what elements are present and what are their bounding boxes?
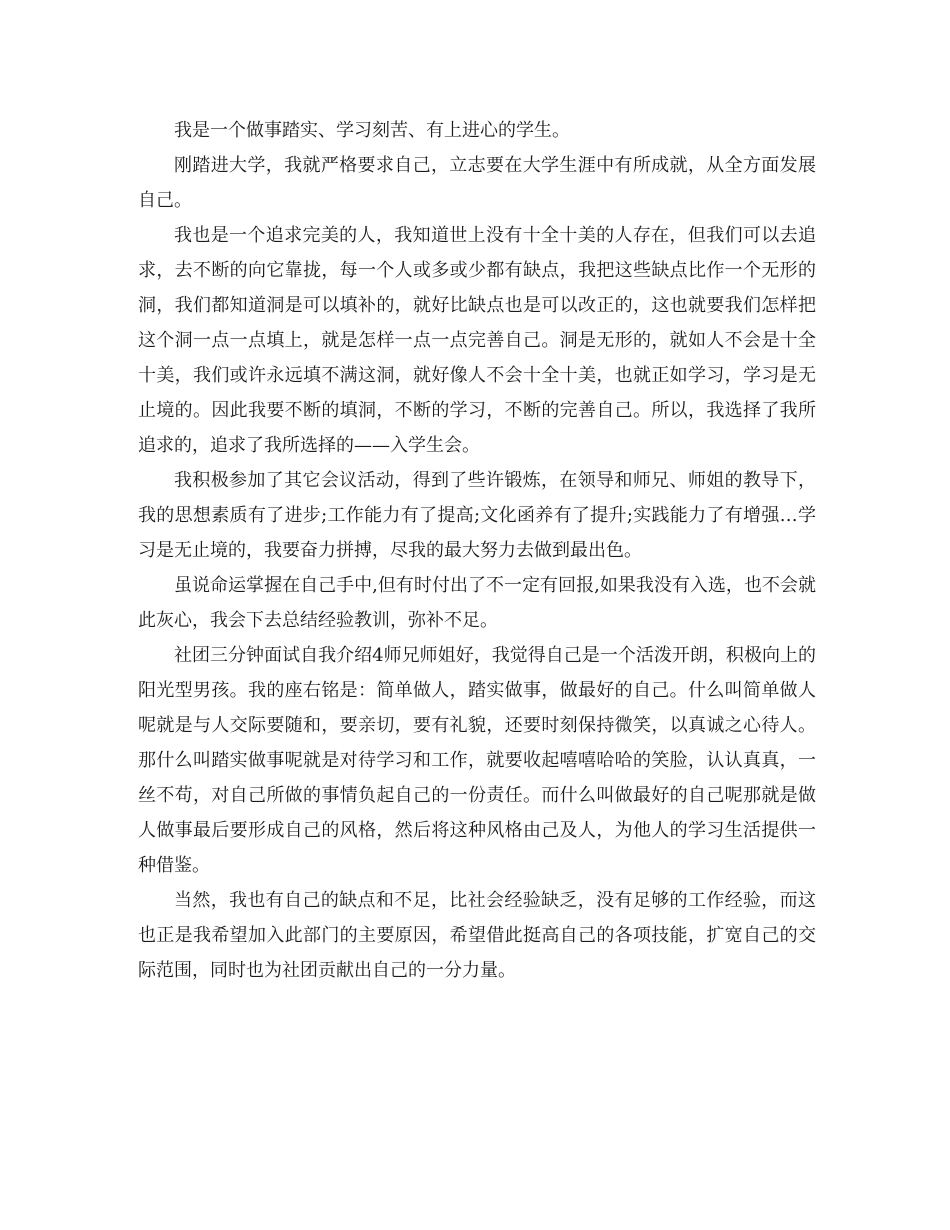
paragraph-1: 我是一个做事踏实、学习刻苦、有上进心的学生。 <box>174 120 570 141</box>
paragraph-7: 当然，我也有自己的缺点和不足，比社会经验缺乏，没有足够的工作经验，而这也正是我希望加入此部门的主要原因，希望借此挺高自己的各项技能，扩宽自己的交际范围，同时也为社团贡献出自己的一分力量。 <box>138 890 816 981</box>
paragraph-2: 刚踏进大学，我就严格要求自己，立志要在大学生涯中有所成就，从全方面发展自己。 <box>138 155 816 211</box>
document-body <box>138 113 816 988</box>
paragraph-4: 我积极参加了其它会议活动，得到了些许锻炼，在领导和师兄、师姐的教导下，我的思想素质有了进步;工作能力有了提高;文化函养有了提升;实践能力了有增强…学习是无止境的，我要奋力拼搏，尽我的最大努力去做到最出色。 <box>138 470 816 561</box>
paragraph-6: 社团三分钟面试自我介绍4师兄师姐好，我觉得自己是一个活泼开朗，积极向上的阳光型男孩。我的座右铭是：简单做人，踏实做事，做最好的自己。什么叫简单做人呢就是与人交际要随和，要亲切，要有礼貌，还要时刻保持微笑，以真诚之心待人。那什么叫踏实做事呢就是对待学习和工作，就要收起嘻嘻哈哈的笑脸，认认真真，一丝不苟，对自己所做的事情负起自己的一份责任。而什么叫做最好的自己呢那就是做人做事最后要形成自己的风格，然后将这种风格由己及人，为他人的学习生活提供一种借鉴。 <box>138 645 816 876</box>
paragraph-3: 我也是一个追求完美的人，我知道世上没有十全十美的人存在，但我们可以去追求，去不断的向它靠拢，每一个人或多或少都有缺点，我把这些缺点比作一个无形的洞，我们都知道洞是可以填补的，就好比缺点也是可以改正的，这也就要我们怎样把这个洞一点一点填上，就是怎样一点一点完善自己。洞是无形的，就如人不会是十全十美，我们或许永远填不满这洞，就好像人不会十全十美，也就正如学习，学习是无止境的。因此我要不断的填洞，不断的学习，不断的完善自己。所以，我选择了我所追求的，追求了我所选择的——入学生会。 <box>138 225 816 456</box>
paragraph-5: 虽说命运掌握在自己手中,但有时付出了不一定有回报,如果我没有入选，也不会就此灰心，我会下去总结经验教训，弥补不足。 <box>138 575 816 631</box>
